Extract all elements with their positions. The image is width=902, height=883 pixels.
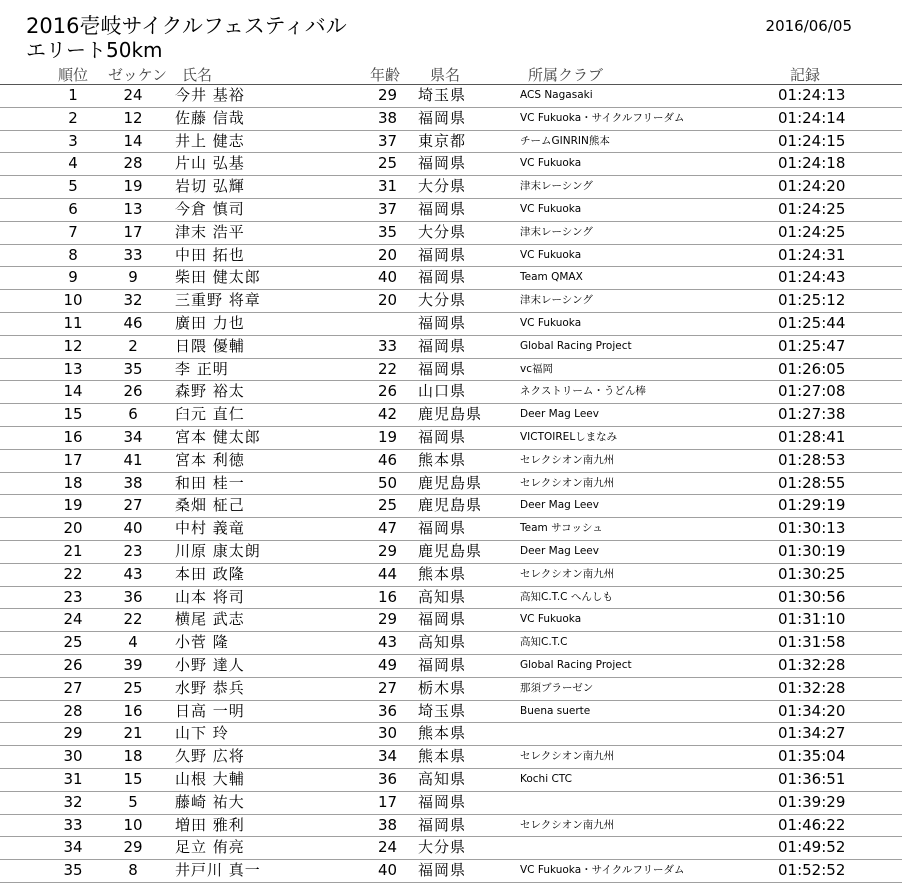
cell-prefecture: 鹿児島県 (418, 496, 483, 515)
cell-club: Team サコッシュ (520, 522, 603, 535)
results-header (0, 64, 902, 85)
cell-bib: 23 (123, 541, 143, 560)
cell-name: 日隈 優輔 (175, 336, 245, 355)
cell-rank: 17 (63, 450, 83, 469)
cell-prefecture: 大分県 (418, 291, 467, 310)
cell-rank: 4 (68, 154, 78, 173)
cell-time: 01:25:47 (778, 336, 846, 355)
cell-name: 日高 一明 (175, 701, 245, 720)
cell-time: 01:31:10 (778, 610, 846, 629)
cell-club: Buena suerte (520, 704, 591, 717)
table-row (0, 769, 902, 792)
cell-rank: 22 (63, 564, 83, 583)
cell-time: 01:24:18 (778, 154, 846, 173)
cell-rank: 14 (63, 382, 83, 401)
table-row (0, 267, 902, 290)
cell-time: 01:24:14 (778, 108, 846, 127)
cell-time: 01:46:22 (778, 815, 846, 834)
cell-age: 47 (377, 519, 398, 538)
cell-name: 井戸川 真一 (175, 861, 261, 880)
event-title: 2016壱岐サイクルフェスティバル (26, 14, 347, 38)
cell-club: VC Fukuoka (520, 613, 582, 626)
table-row (0, 450, 902, 473)
cell-time: 01:24:25 (778, 199, 846, 218)
cell-bib: 10 (123, 815, 143, 834)
cell-bib: 13 (123, 199, 143, 218)
cell-bib: 40 (123, 519, 143, 538)
cell-age: 19 (377, 427, 398, 446)
cell-prefecture: 埼玉県 (418, 701, 467, 720)
cell-name: 岩切 弘輝 (175, 177, 245, 196)
cell-rank: 10 (63, 291, 83, 310)
cell-club: Global Racing Project (520, 658, 632, 671)
table-row (0, 359, 902, 382)
cell-rank: 32 (63, 792, 83, 811)
table-row (0, 245, 902, 268)
header-name: 氏名 (182, 66, 213, 84)
cell-age: 37 (377, 131, 398, 150)
cell-time: 01:30:56 (778, 587, 846, 606)
table-row (0, 723, 902, 746)
cell-time: 01:24:43 (778, 268, 846, 287)
cell-name: 山下 玲 (175, 724, 229, 743)
cell-time: 01:34:27 (778, 724, 846, 743)
cell-prefecture: 東京都 (418, 131, 467, 150)
cell-name: 久野 広将 (175, 747, 245, 766)
cell-prefecture: 福岡県 (418, 268, 467, 287)
cell-prefecture: 熊本県 (418, 450, 467, 469)
cell-rank: 26 (63, 655, 83, 674)
cell-bib: 28 (123, 154, 143, 173)
cell-prefecture: 福岡県 (418, 336, 467, 355)
results-table (0, 85, 902, 883)
cell-time: 01:36:51 (778, 769, 846, 788)
cell-rank: 31 (63, 769, 83, 788)
cell-time: 01:29:19 (778, 496, 846, 515)
table-row (0, 837, 902, 860)
cell-time: 01:24:20 (778, 177, 846, 196)
cell-prefecture: 高知県 (418, 633, 467, 652)
cell-name: 水野 恭兵 (175, 678, 245, 697)
cell-rank: 23 (63, 587, 83, 606)
cell-time: 01:49:52 (778, 838, 846, 857)
cell-prefecture: 熊本県 (418, 564, 467, 583)
cell-name: 廣田 力也 (175, 313, 245, 332)
cell-bib: 46 (123, 313, 143, 332)
cell-age: 34 (377, 747, 398, 766)
cell-bib: 8 (128, 861, 138, 880)
cell-club: VC Fukuoka (520, 248, 582, 261)
cell-bib: 35 (123, 359, 143, 378)
cell-prefecture: 福岡県 (418, 313, 467, 332)
table-row (0, 313, 902, 336)
cell-bib: 27 (123, 496, 143, 515)
cell-name: 本田 政隆 (175, 564, 245, 583)
cell-age: 42 (377, 405, 398, 424)
table-row (0, 746, 902, 769)
cell-club: VICTOIRELしまなみ (520, 430, 618, 443)
cell-club: セレクシオン南九州 (520, 567, 615, 580)
cell-club: ネクストリーム・うどん棒 (520, 385, 646, 398)
cell-club: セレクシオン南九州 (520, 453, 615, 466)
cell-club: Deer Mag Leev (520, 499, 599, 512)
cell-bib: 19 (123, 177, 143, 196)
cell-time: 01:32:28 (778, 678, 846, 697)
cell-age: 37 (377, 199, 398, 218)
cell-rank: 9 (68, 268, 78, 287)
table-row (0, 222, 902, 245)
cell-time: 01:27:38 (778, 405, 846, 424)
cell-age: 33 (377, 336, 398, 355)
cell-time: 01:31:58 (778, 633, 846, 652)
cell-time: 01:32:28 (778, 655, 846, 674)
cell-age: 25 (377, 496, 398, 515)
table-row (0, 541, 902, 564)
cell-age: 49 (377, 655, 398, 674)
cell-name: 小野 達人 (175, 655, 245, 674)
table-row (0, 336, 902, 359)
cell-name: 今倉 慎司 (175, 199, 245, 218)
cell-prefecture: 福岡県 (418, 427, 467, 446)
table-row (0, 860, 902, 883)
cell-prefecture: 栃木県 (418, 678, 467, 697)
table-row (0, 792, 902, 815)
cell-name: 片山 弘基 (175, 154, 245, 173)
cell-prefecture: 福岡県 (418, 861, 467, 880)
cell-rank: 15 (63, 405, 83, 424)
table-row (0, 609, 902, 632)
cell-age: 29 (377, 541, 398, 560)
cell-name: 宮本 健太郎 (175, 427, 261, 446)
cell-rank: 13 (63, 359, 83, 378)
table-row (0, 632, 902, 655)
cell-prefecture: 高知県 (418, 769, 467, 788)
cell-time: 01:30:25 (778, 564, 846, 583)
cell-bib: 25 (123, 678, 143, 697)
cell-rank: 8 (68, 245, 78, 264)
cell-club: Deer Mag Leev (520, 544, 599, 557)
table-row (0, 199, 902, 222)
header-prefecture: 県名 (430, 66, 461, 84)
cell-bib: 14 (123, 131, 143, 150)
cell-age: 22 (377, 359, 398, 378)
cell-club: VC Fukuoka (520, 202, 582, 215)
cell-name: 三重野 将章 (175, 291, 261, 310)
cell-rank: 12 (63, 336, 83, 355)
table-row (0, 518, 902, 541)
cell-rank: 20 (63, 519, 83, 538)
cell-name: 中田 拓也 (175, 245, 245, 264)
cell-name: 今井 基裕 (175, 86, 245, 104)
cell-age: 26 (377, 382, 398, 401)
cell-time: 01:27:08 (778, 382, 846, 401)
cell-age: 29 (377, 86, 398, 104)
cell-club: VC Fukuoka (520, 316, 582, 329)
cell-rank: 29 (63, 724, 83, 743)
cell-age: 38 (377, 815, 398, 834)
cell-bib: 38 (123, 473, 143, 492)
cell-bib: 36 (123, 587, 143, 606)
cell-club: Global Racing Project (520, 339, 632, 352)
table-row (0, 495, 902, 518)
cell-prefecture: 山口県 (418, 382, 467, 401)
table-row (0, 153, 902, 176)
cell-time: 01:39:29 (778, 792, 846, 811)
cell-name: 宮本 利徳 (175, 450, 245, 469)
cell-name: 増田 雅利 (175, 815, 245, 834)
cell-club: ACS Nagasaki (520, 89, 593, 101)
cell-name: 森野 裕太 (175, 382, 245, 401)
cell-bib: 29 (123, 838, 143, 857)
cell-time: 01:24:15 (778, 131, 846, 150)
cell-club: VC Fukuoka・サイクルフリーダム (520, 111, 685, 124)
cell-prefecture: 熊本県 (418, 724, 467, 743)
cell-bib: 32 (123, 291, 143, 310)
cell-prefecture: 福岡県 (418, 359, 467, 378)
cell-bib: 12 (123, 108, 143, 127)
cell-bib: 5 (128, 792, 138, 811)
cell-time: 01:26:05 (778, 359, 846, 378)
table-row (0, 427, 902, 450)
cell-age: 17 (377, 792, 398, 811)
cell-prefecture: 熊本県 (418, 747, 467, 766)
cell-rank: 27 (63, 678, 83, 697)
table-row (0, 655, 902, 678)
cell-name: 足立 侑亮 (175, 838, 245, 857)
cell-prefecture: 福岡県 (418, 655, 467, 674)
cell-rank: 18 (63, 473, 83, 492)
cell-rank: 3 (68, 131, 78, 150)
cell-prefecture: 福岡県 (418, 154, 467, 173)
cell-rank: 25 (63, 633, 83, 652)
cell-time: 01:30:19 (778, 541, 846, 560)
cell-age: 20 (377, 245, 398, 264)
cell-bib: 43 (123, 564, 143, 583)
cell-age: 25 (377, 154, 398, 173)
table-row (0, 85, 902, 108)
cell-club: Team QMAX (520, 271, 583, 284)
cell-name: 臼元 直仁 (175, 405, 245, 424)
cell-name: 藤崎 祐大 (175, 792, 245, 811)
cell-age: 36 (377, 769, 398, 788)
table-row (0, 678, 902, 701)
table-row (0, 108, 902, 131)
cell-bib: 18 (123, 747, 143, 766)
cell-age: 46 (377, 450, 398, 469)
cell-club: セレクシオン南九州 (520, 476, 615, 489)
cell-club: 高知C.T.C へんしも (520, 590, 613, 603)
cell-bib: 21 (123, 724, 143, 743)
header-time: 記録 (790, 66, 821, 84)
cell-time: 01:28:41 (778, 427, 846, 446)
cell-club: vc福岡 (520, 362, 553, 375)
cell-name: 和田 桂一 (175, 473, 245, 492)
cell-prefecture: 鹿児島県 (418, 473, 483, 492)
cell-age: 40 (377, 268, 398, 287)
cell-age: 44 (377, 564, 398, 583)
cell-age: 30 (377, 724, 398, 743)
cell-name: 佐藤 信哉 (175, 108, 245, 127)
cell-bib: 24 (123, 86, 143, 104)
cell-bib: 16 (123, 701, 143, 720)
cell-bib: 2 (128, 336, 138, 355)
cell-time: 01:25:12 (778, 291, 846, 310)
cell-club: Deer Mag Leev (520, 408, 599, 421)
header-age: 年齢 (370, 66, 401, 84)
cell-time: 01:52:52 (778, 861, 846, 880)
cell-age: 38 (377, 108, 398, 127)
cell-age: 16 (377, 587, 398, 606)
table-row (0, 131, 902, 154)
cell-time: 01:34:20 (778, 701, 846, 720)
cell-bib: 39 (123, 655, 143, 674)
cell-age: 31 (377, 177, 398, 196)
cell-club: 津末レーシング (520, 294, 593, 307)
cell-age: 40 (377, 861, 398, 880)
cell-rank: 21 (63, 541, 83, 560)
table-row (0, 404, 902, 427)
table-row (0, 176, 902, 199)
cell-prefecture: 大分県 (418, 838, 467, 857)
cell-rank: 28 (63, 701, 83, 720)
cell-name: 山本 将司 (175, 587, 245, 606)
cell-prefecture: 福岡県 (418, 199, 467, 218)
cell-time: 01:35:04 (778, 747, 846, 766)
cell-rank: 33 (63, 815, 83, 834)
cell-rank: 6 (68, 199, 78, 218)
cell-time: 01:30:13 (778, 519, 846, 538)
cell-time: 01:28:53 (778, 450, 846, 469)
cell-time: 01:24:13 (778, 86, 846, 104)
table-row (0, 290, 902, 313)
category-title: エリート50km (26, 38, 163, 62)
cell-time: 01:24:25 (778, 222, 846, 241)
cell-name: 山根 大輔 (175, 769, 245, 788)
cell-prefecture: 大分県 (418, 177, 467, 196)
cell-prefecture: 福岡県 (418, 245, 467, 264)
cell-prefecture: 高知県 (418, 587, 467, 606)
cell-club: VC Fukuoka・サイクルフリーダム (520, 864, 685, 877)
cell-prefecture: 福岡県 (418, 519, 467, 538)
table-row (0, 564, 902, 587)
cell-club: 津末レーシング (520, 225, 593, 238)
cell-name: 中村 義竜 (175, 519, 245, 538)
cell-bib: 22 (123, 610, 143, 629)
cell-club: チームGINRIN熊本 (520, 134, 610, 147)
cell-age: 20 (377, 291, 398, 310)
cell-club: 那須ブラーゼン (520, 681, 594, 694)
header-bib: ゼッケン (108, 66, 167, 84)
cell-age: 50 (377, 473, 398, 492)
cell-rank: 19 (63, 496, 83, 515)
cell-prefecture: 福岡県 (418, 108, 467, 127)
cell-prefecture: 大分県 (418, 222, 467, 241)
cell-time: 01:24:31 (778, 245, 846, 264)
cell-rank: 2 (68, 108, 78, 127)
cell-age: 29 (377, 610, 398, 629)
cell-bib: 17 (123, 222, 143, 241)
cell-club: セレクシオン南九州 (520, 750, 615, 763)
cell-rank: 35 (63, 861, 83, 880)
cell-name: 津末 浩平 (175, 222, 245, 241)
cell-rank: 1 (68, 86, 78, 104)
table-row (0, 473, 902, 496)
cell-bib: 15 (123, 769, 143, 788)
cell-rank: 7 (68, 222, 78, 241)
cell-bib: 9 (128, 268, 138, 287)
cell-rank: 30 (63, 747, 83, 766)
cell-club: 津末レーシング (520, 180, 593, 193)
cell-time: 01:25:44 (778, 313, 846, 332)
cell-prefecture: 鹿児島県 (418, 405, 483, 424)
cell-name: 小菅 隆 (175, 633, 229, 652)
cell-age: 43 (377, 633, 398, 652)
table-row (0, 587, 902, 610)
cell-name: 桑畑 柾己 (175, 496, 245, 515)
cell-prefecture: 福岡県 (418, 792, 467, 811)
cell-prefecture: 鹿児島県 (418, 541, 483, 560)
cell-prefecture: 福岡県 (418, 815, 467, 834)
cell-age: 27 (377, 678, 398, 697)
cell-bib: 4 (128, 633, 138, 652)
cell-rank: 24 (63, 610, 83, 629)
table-row (0, 381, 902, 404)
cell-rank: 5 (68, 177, 78, 196)
table-row (0, 815, 902, 838)
cell-bib: 6 (128, 405, 138, 424)
cell-age: 24 (377, 838, 398, 857)
cell-club: 高知C.T.C (520, 636, 568, 649)
cell-club: VC Fukuoka (520, 157, 582, 170)
header-rank: 順位 (57, 66, 88, 84)
cell-rank: 16 (63, 427, 83, 446)
cell-name: 柴田 健太郎 (175, 268, 261, 287)
cell-name: 川原 康太朗 (175, 541, 261, 560)
cell-bib: 26 (123, 382, 143, 401)
cell-name: 井上 健志 (175, 131, 245, 150)
cell-rank: 34 (63, 838, 83, 857)
cell-bib: 34 (123, 427, 143, 446)
cell-name: 横尾 武志 (175, 610, 245, 629)
cell-prefecture: 福岡県 (418, 610, 467, 629)
cell-club: Kochi CTC (520, 772, 572, 785)
cell-bib: 41 (123, 450, 143, 469)
cell-age: 36 (377, 701, 398, 720)
cell-name: 李 正明 (175, 359, 229, 378)
event-date: 2016/06/05 (765, 17, 852, 35)
cell-time: 01:28:55 (778, 473, 846, 492)
table-row (0, 701, 902, 724)
cell-rank: 11 (63, 313, 83, 332)
cell-bib: 33 (123, 245, 143, 264)
cell-club: セレクシオン南九州 (520, 818, 615, 831)
cell-age: 35 (377, 222, 398, 241)
cell-prefecture: 埼玉県 (418, 86, 467, 104)
header-club: 所属クラブ (528, 66, 604, 84)
